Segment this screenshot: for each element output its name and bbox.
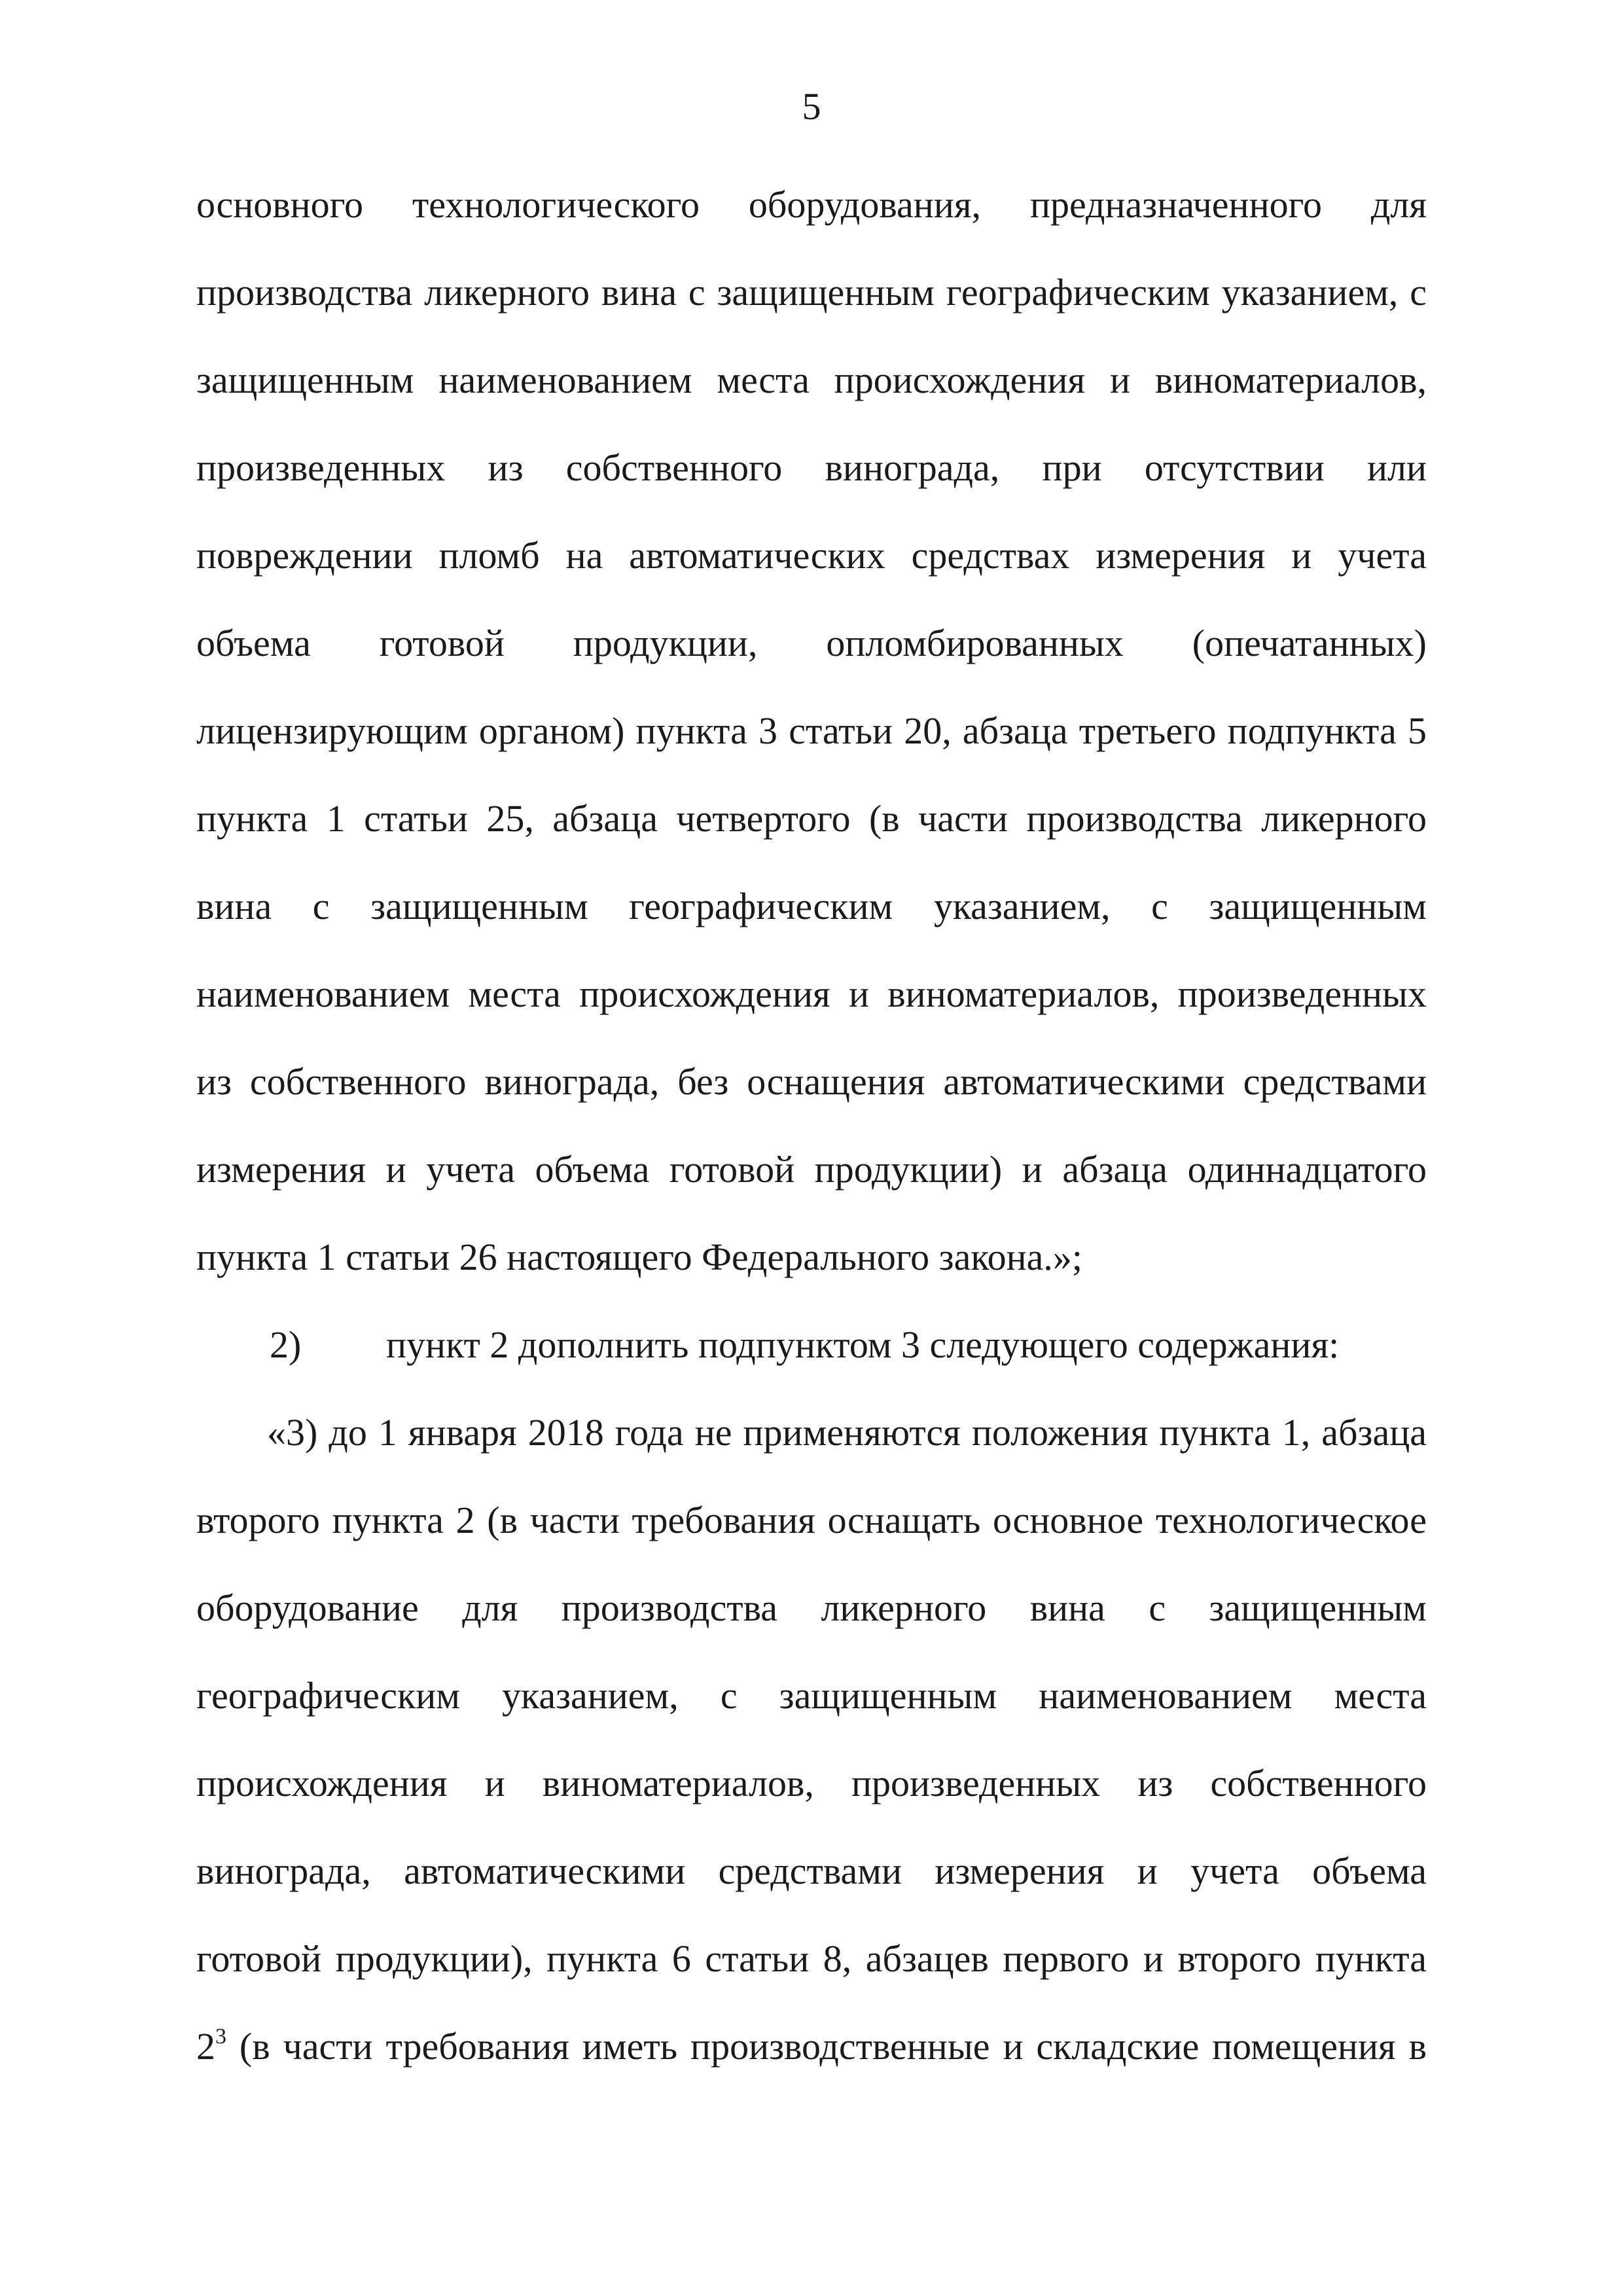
paragraph-line: географическим указанием, с защищенным наименованием места (196, 1674, 1427, 1717)
paragraph-line: оборудование для производства ликерного вина с защищенным (196, 1587, 1427, 1629)
point-number-superscript: 3 (215, 2024, 226, 2049)
list-item-text: пункт 2 дополнить подпунктом 3 следующего содержания: (386, 1323, 1340, 1366)
paragraph-line: объема готовой продукции, опломбированных (опечатанных) (196, 622, 1427, 664)
paragraph-line: винограда, автоматическими средствами измерения и учета объема (196, 1850, 1427, 1892)
paragraph-line: повреждении пломб на автоматических средствах измерения и учета (196, 534, 1427, 577)
paragraph-line: измерения и учета объема готовой продукции) и абзаца одиннадцатого (196, 1148, 1427, 1191)
paragraph-line: готовой продукции), пункта 6 статьи 8, абзацев первого и второго пункта (196, 1937, 1427, 1980)
paragraph-line: пункта 1 статьи 26 настоящего Федерального закона.»; (196, 1236, 1082, 1278)
paragraph-line: вина с защищенным географическим указанием, с защищенным (196, 885, 1427, 927)
paragraph-line-text: (в части требования иметь производственные и складские помещения в (226, 2025, 1427, 2068)
point-number-base: 2 (196, 2025, 215, 2068)
paragraph-line: пункта 1 статьи 25, абзаца четвертого (в части производства ликерного (196, 797, 1427, 840)
paragraph-line: наименованием места происхождения и виноматериалов, произведенных (196, 973, 1427, 1015)
paragraph-line: производства ликерного вина с защищенным географическим указанием, с (196, 271, 1427, 314)
paragraph-line: лицензирующим органом) пункта 3 статьи 20, абзаца третьего подпункта 5 (196, 709, 1427, 752)
paragraph-line: происхождения и виноматериалов, произведенных из собственного (196, 1762, 1427, 1804)
list-item-number: 2) (270, 1323, 302, 1366)
paragraph-line: основного технологического оборудования, предназначенного для (196, 183, 1427, 226)
paragraph-line: произведенных из собственного винограда, при отсутствии или (196, 446, 1427, 489)
paragraph-line: защищенным наименованием места происхождения и виноматериалов, (196, 359, 1427, 401)
paragraph-line: второго пункта 2 (в части требования оснащать основное технологическое (196, 1499, 1427, 1541)
paragraph-line (196, 2024, 1427, 2070)
paragraph-line: из собственного винограда, без оснащения автоматическими средствами (196, 1060, 1427, 1103)
page-number: 5 (802, 85, 821, 128)
paragraph-line: «3) до 1 января 2018 года не применяются положения пункта 1, абзаца (267, 1411, 1427, 1454)
